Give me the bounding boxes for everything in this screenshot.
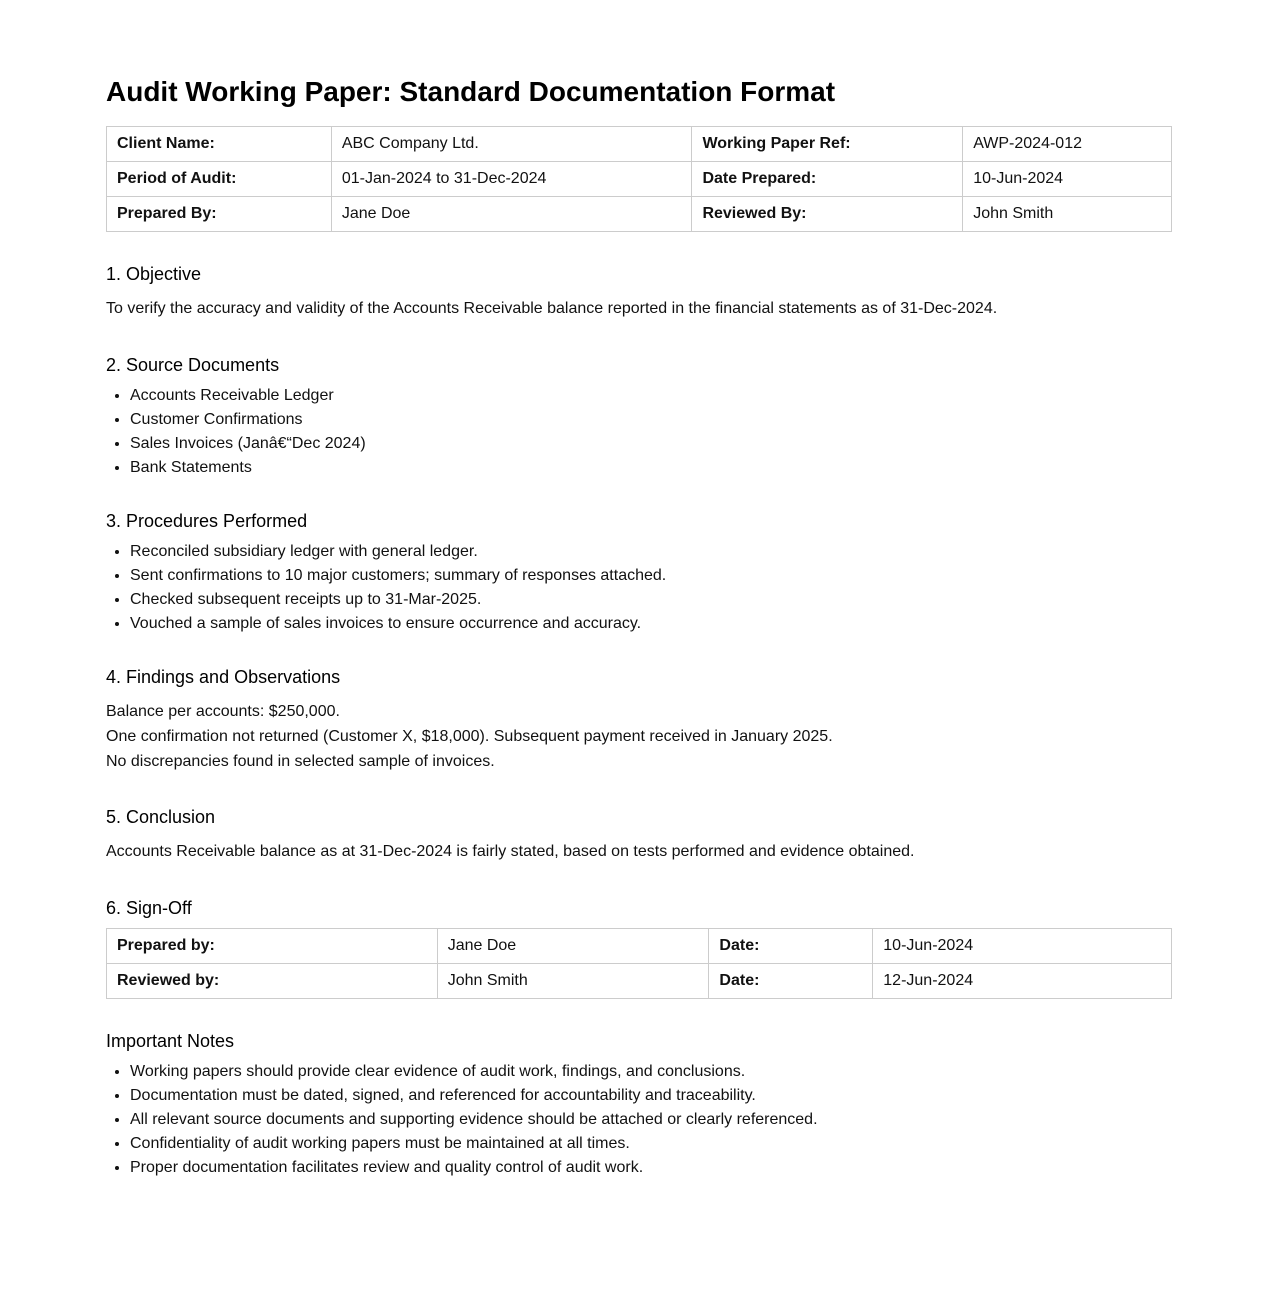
signoff-prepared-label: Prepared by:: [107, 929, 438, 964]
signoff-table: [106, 928, 1172, 999]
list-item: • Checked subsequent receipts up to 31-Mar-2025.: [130, 588, 1172, 612]
signoff-prepared-date-label: Date:: [709, 929, 873, 964]
date-prepared-value: 10-Jun-2024: [963, 162, 1172, 197]
source-documents-heading: 2. Source Documents: [106, 355, 280, 375]
list-item: • Accounts Receivable Ledger: [130, 384, 1172, 408]
signoff-reviewed-date-value: 12-Jun-2024: [873, 964, 1172, 999]
list-item: • Reconciled subsidiary ledger with general ledger.: [130, 540, 1172, 564]
findings-text: [106, 699, 1172, 774]
notes-heading: Important Notes: [106, 1031, 235, 1051]
conclusion-text: Accounts Receivable balance as at 31-Dec-2024 is fairly stated, based on tests performed and evidence obtained.: [106, 843, 915, 860]
objective-text: To verify the accuracy and validity of the Accounts Receivable balance reported in the financial statements as of 31-Dec-2024.: [106, 300, 998, 317]
period-label: Period of Audit:: [107, 162, 332, 197]
list-item: • Customer Confirmations: [130, 408, 1172, 432]
info-row-period: [107, 162, 1172, 197]
page-title: Audit Working Paper: Standard Documentation Format: [106, 76, 836, 107]
signoff-reviewed-label: Reviewed by:: [107, 964, 438, 999]
signoff-prepared-value: Jane Doe: [437, 929, 709, 964]
notes-list: [106, 1060, 1172, 1180]
list-item: • Proper documentation facilitates review and quality control of audit work.: [130, 1156, 1172, 1180]
client-name-label: Client Name:: [107, 127, 332, 162]
list-item: • All relevant source documents and supporting evidence should be attached or clearly referenced.: [130, 1108, 1172, 1132]
list-item: • Sent confirmations to 10 major customers; summary of responses attached.: [130, 564, 1172, 588]
signoff-prepared-date-value: 10-Jun-2024: [873, 929, 1172, 964]
reviewed-by-label: Reviewed By:: [692, 197, 963, 232]
source-documents-list: [106, 384, 1172, 480]
list-item: • Documentation must be dated, signed, and referenced for accountability and traceability.: [130, 1084, 1172, 1108]
info-row-client: [107, 127, 1172, 162]
signoff-heading: 6. Sign-Off: [106, 898, 192, 918]
prepared-by-value: Jane Doe: [331, 197, 692, 232]
signoff-row-reviewed: [107, 964, 1172, 999]
info-table: [106, 126, 1172, 232]
findings-line: No discrepancies found in selected sample of invoices.: [106, 753, 495, 770]
signoff-reviewed-date-label: Date:: [709, 964, 873, 999]
procedures-heading: 3. Procedures Performed: [106, 511, 308, 531]
signoff-row-prepared: [107, 929, 1172, 964]
list-item: • Vouched a sample of sales invoices to ensure occurrence and accuracy.: [130, 612, 1172, 636]
procedures-list: [106, 540, 1172, 636]
list-item: • Working papers should provide clear evidence of audit work, findings, and conclusions.: [130, 1060, 1172, 1084]
objective-heading: 1. Objective: [106, 264, 202, 284]
findings-heading: 4. Findings and Observations: [106, 667, 341, 687]
prepared-by-label: Prepared By:: [107, 197, 332, 232]
reviewed-by-value: John Smith: [963, 197, 1172, 232]
list-item: • Sales Invoices (Janâ€“Dec 2024): [130, 432, 1172, 456]
period-value: 01-Jan-2024 to 31-Dec-2024: [331, 162, 692, 197]
conclusion-heading: 5. Conclusion: [106, 807, 216, 827]
working-paper-ref-label: Working Paper Ref:: [692, 127, 963, 162]
working-paper-ref-value: AWP-2024-012: [963, 127, 1172, 162]
signoff-reviewed-value: John Smith: [437, 964, 709, 999]
findings-line: Balance per accounts: $250,000.: [106, 703, 340, 720]
list-item: • Bank Statements: [130, 456, 1172, 480]
findings-line: One confirmation not returned (Customer X, $18,000). Subsequent payment received in January 2025.: [106, 728, 833, 745]
client-name-value: ABC Company Ltd.: [331, 127, 692, 162]
info-row-preparer: [107, 197, 1172, 232]
list-item: • Confidentiality of audit working papers must be maintained at all times.: [130, 1132, 1172, 1156]
date-prepared-label: Date Prepared:: [692, 162, 963, 197]
